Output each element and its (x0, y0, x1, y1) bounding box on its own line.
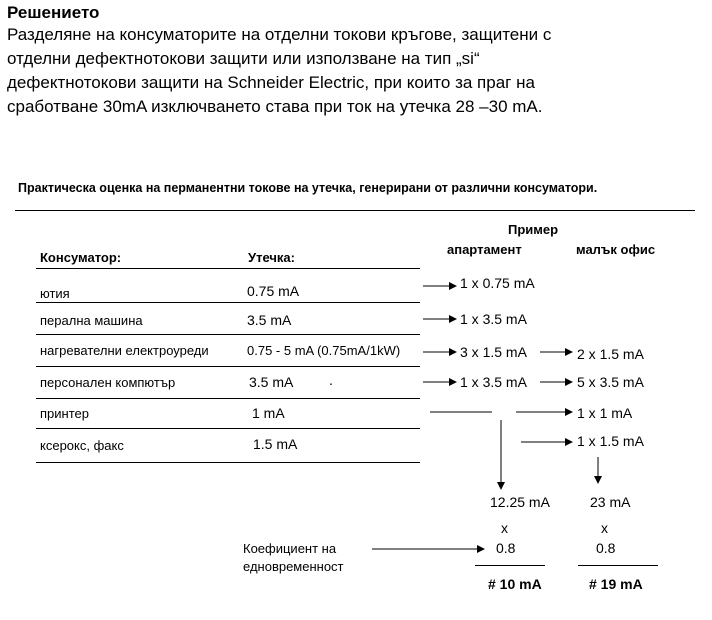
apartment-cell: 1 x 3.5 mA (460, 374, 527, 390)
body-text-line: Разделяне на консуматорите на отделни токови кръгове, защитени с (7, 25, 552, 44)
office-sum: 23 mA (590, 494, 631, 510)
office-cell: 5 x 3.5 mA (577, 374, 644, 390)
consumer-cell: нагревателни електроуреди (40, 343, 209, 358)
office-multiply-sign: x (601, 520, 608, 536)
body-text-line: сработване 30mA изключването става при ток на утечка 28 –30 mA. (7, 97, 543, 116)
apartment-result: # 10 mA (488, 576, 542, 592)
apartment-coefficient: 0.8 (496, 540, 516, 556)
stray-dot: . (329, 372, 333, 388)
body-text-line: дефектнотокови защити на Schneider Electric, при които за праг на (7, 73, 535, 92)
leak-cell: 3.5 mA (247, 312, 292, 328)
office-coefficient: 0.8 (596, 540, 616, 556)
apartment-multiply-sign: x (501, 520, 508, 536)
leak-column-header: Утечка: (248, 250, 295, 265)
consumer-cell: ютия (40, 286, 70, 301)
example-header: Пример (508, 222, 559, 237)
apartment-sum: 12.25 mA (490, 494, 550, 510)
table-caption: Практическа оценка на перманентни токове на утечка, генерирани от различни консуматори. (18, 181, 598, 195)
apartment-cell: 1 x 0.75 mA (460, 275, 535, 291)
office-cell: 2 x 1.5 mA (577, 346, 644, 362)
consumer-cell: перална машина (40, 313, 143, 328)
consumer-cell: принтер (40, 406, 89, 421)
consumer-cell: персонален компютър (40, 375, 176, 390)
office-result: # 19 mA (589, 576, 643, 592)
office-cell: 1 x 1.5 mA (577, 433, 644, 449)
coefficient-label: едновременност (243, 559, 344, 574)
leak-cell: 0.75 mA (247, 283, 300, 299)
leak-cell: 0.75 - 5 mA (0.75mA/1kW) (247, 343, 401, 358)
coefficient-label: Коефициент на (243, 541, 337, 556)
section-heading: Решението (7, 3, 100, 22)
office-column-header: малък офис (576, 242, 656, 257)
leak-cell: 1.5 mA (253, 436, 298, 452)
office-cell: 1 x 1 mA (577, 405, 633, 421)
leak-cell: 3.5 mA (249, 374, 294, 390)
apartment-column-header: апартамент (447, 242, 522, 257)
body-text-line: отделни дефектнотокови защити или използване на тип „si“ (7, 49, 480, 68)
consumer-column-header: Консуматор: (40, 250, 122, 265)
apartment-cell: 3 x 1.5 mA (460, 344, 527, 360)
apartment-cell: 1 x 3.5 mA (460, 311, 527, 327)
consumer-cell: ксерокс, факс (40, 438, 124, 453)
leak-cell: 1 mA (252, 405, 285, 421)
